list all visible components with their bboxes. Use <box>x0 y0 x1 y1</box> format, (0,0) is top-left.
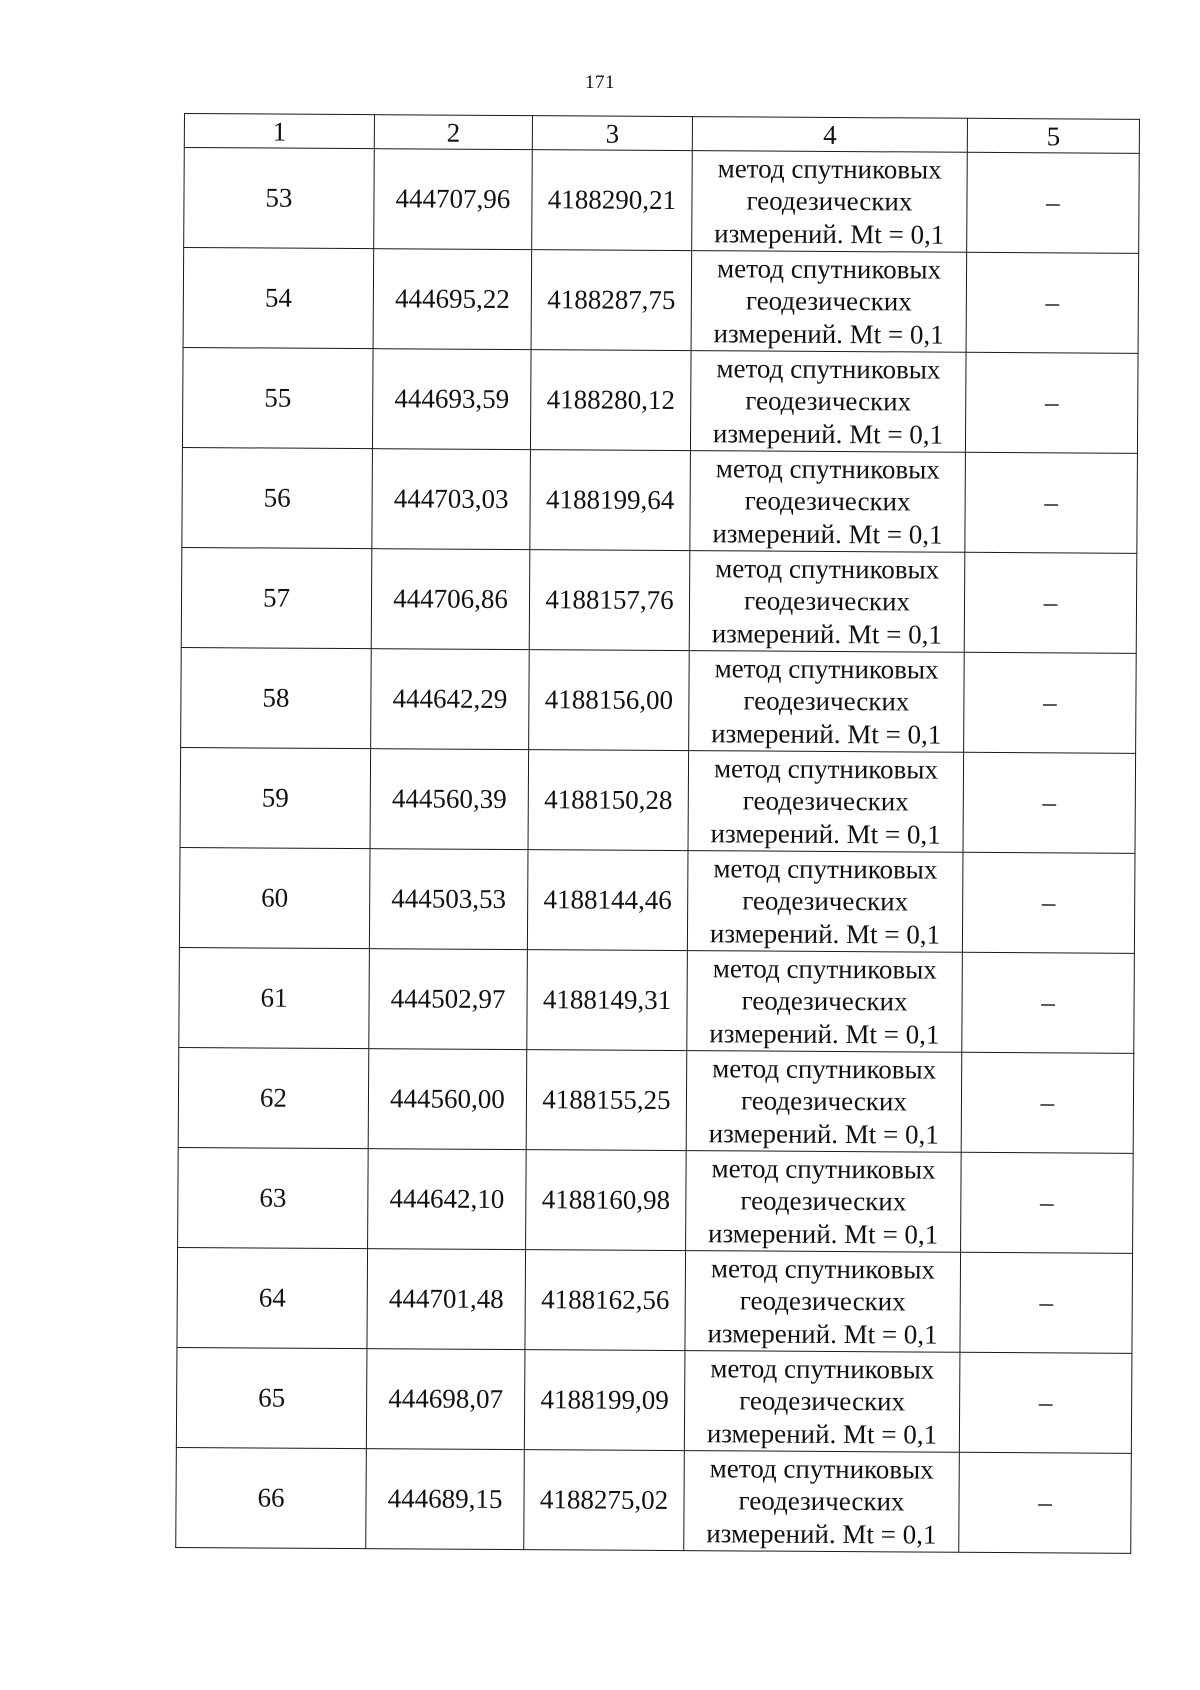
method-line: метод спутниковых <box>717 153 942 185</box>
table-row <box>180 747 1136 853</box>
method-cell <box>687 851 963 953</box>
point-number-cell: 60 <box>179 847 370 948</box>
x-coordinate-cell: 444502,97 <box>369 949 528 1050</box>
method-line: метод спутниковых <box>712 952 937 985</box>
note-cell: – <box>963 752 1136 853</box>
column-header-3: 3 <box>532 116 692 151</box>
table-header-row <box>184 114 1139 154</box>
method-cell <box>684 1451 960 1553</box>
method-line: измерений. Mt = 0,1 <box>706 1517 937 1550</box>
point-number-cell: 55 <box>182 347 373 448</box>
y-coordinate-cell: 4188275,02 <box>524 1450 685 1551</box>
method-cell <box>684 1351 960 1453</box>
method-cell <box>690 351 966 453</box>
column-header-4: 4 <box>692 117 967 153</box>
table-row <box>181 547 1137 653</box>
method-line: измерений. Mt = 0,1 <box>712 517 943 550</box>
point-number-cell: 61 <box>179 947 370 1048</box>
x-coordinate-cell: 444707,96 <box>374 149 533 250</box>
y-coordinate-cell: 4188287,75 <box>531 250 692 351</box>
method-cell <box>689 651 965 753</box>
y-coordinate-cell: 4188144,46 <box>527 850 688 951</box>
page-number: 171 <box>585 72 615 93</box>
method-line: геодезических <box>740 1185 907 1217</box>
table-row <box>182 347 1138 453</box>
table-row <box>184 148 1140 254</box>
method-cell <box>686 1051 962 1153</box>
point-number-cell: 59 <box>180 747 371 848</box>
method-line: измерений. Mt = 0,1 <box>706 1417 938 1450</box>
method-line: геодезических <box>738 1485 905 1517</box>
x-coordinate-cell: 444560,00 <box>368 1049 527 1150</box>
note-cell: – <box>959 1352 1132 1453</box>
y-coordinate-cell: 4188199,09 <box>524 1350 685 1451</box>
note-cell: – <box>960 1252 1133 1353</box>
table-row <box>183 248 1139 354</box>
column-header-5: 5 <box>967 118 1139 153</box>
method-line: измерений. Mt = 0,1 <box>713 317 944 350</box>
method-line: метод спутниковых <box>716 353 941 385</box>
point-number-cell: 54 <box>183 248 374 349</box>
note-cell: – <box>964 552 1137 653</box>
note-cell: – <box>961 1052 1134 1153</box>
y-coordinate-cell: 4188156,00 <box>529 650 690 751</box>
x-coordinate-cell: 444701,48 <box>367 1249 526 1350</box>
point-number-cell: 64 <box>177 1247 368 1348</box>
method-line: метод спутниковых <box>712 1052 937 1085</box>
method-cell <box>692 151 968 253</box>
note-cell: – <box>959 1452 1132 1553</box>
x-coordinate-cell: 444706,86 <box>371 549 530 650</box>
table-row <box>179 847 1135 953</box>
method-line: метод спутниковых <box>715 453 940 485</box>
note-cell: – <box>965 452 1138 553</box>
x-coordinate-cell: 444689,15 <box>366 1449 525 1550</box>
point-number-cell: 56 <box>182 447 373 548</box>
method-line: измерений. Mt = 0,1 <box>714 217 945 250</box>
method-line: геодезических <box>739 1285 906 1317</box>
method-line: геодезических <box>739 1385 906 1417</box>
coordinates-table <box>175 113 1140 1554</box>
method-line: метод спутниковых <box>710 1352 935 1385</box>
table-row <box>176 1347 1132 1453</box>
method-line: измерений. Mt = 0,1 <box>710 817 941 850</box>
y-coordinate-cell: 4188162,56 <box>525 1250 686 1351</box>
method-line: измерений. Mt = 0,1 <box>709 917 941 950</box>
method-line: метод спутниковых <box>709 1452 934 1485</box>
note-cell: – <box>961 1152 1134 1253</box>
method-line: геодезических <box>742 885 909 917</box>
point-number-cell: 65 <box>176 1347 367 1448</box>
table-row <box>179 947 1135 1053</box>
method-cell <box>690 451 966 553</box>
x-coordinate-cell: 444703,03 <box>372 449 531 550</box>
y-coordinate-cell: 4188280,12 <box>530 350 691 451</box>
note-cell: – <box>962 952 1135 1053</box>
method-line: геодезических <box>745 385 912 417</box>
note-cell: – <box>964 652 1137 753</box>
table-row <box>178 1147 1134 1253</box>
method-line: геодезических <box>741 985 908 1017</box>
method-line: измерений. Mt = 0,1 <box>712 417 944 450</box>
y-coordinate-cell: 4188290,21 <box>532 150 693 251</box>
y-coordinate-cell: 4188157,76 <box>529 550 690 651</box>
method-line: геодезических <box>744 485 911 517</box>
point-number-cell: 53 <box>184 148 375 249</box>
x-coordinate-cell: 444642,29 <box>371 649 530 750</box>
method-line: измерений. Mt = 0,1 <box>709 1017 940 1050</box>
method-line: измерений. Mt = 0,1 <box>708 1117 939 1150</box>
y-coordinate-cell: 4188160,98 <box>526 1150 687 1251</box>
table-row <box>177 1247 1133 1353</box>
y-coordinate-cell: 4188149,31 <box>527 950 688 1051</box>
table-row <box>178 1047 1134 1153</box>
point-number-cell: 57 <box>181 547 372 648</box>
method-line: измерений. Mt = 0,1 <box>707 1317 938 1350</box>
method-cell <box>689 551 965 653</box>
y-coordinate-cell: 4188155,25 <box>526 1050 687 1151</box>
x-coordinate-cell: 444695,22 <box>373 249 532 350</box>
method-line: геодезических <box>743 685 910 717</box>
table-row <box>181 647 1137 753</box>
method-line: геодезических <box>746 185 913 217</box>
point-number-cell: 62 <box>178 1047 369 1148</box>
x-coordinate-cell: 444560,39 <box>370 749 529 850</box>
method-line: геодезических <box>745 285 912 317</box>
point-number-cell: 66 <box>176 1447 367 1548</box>
column-header-2: 2 <box>374 115 532 150</box>
table-body <box>176 148 1140 1554</box>
method-cell <box>685 1251 961 1353</box>
point-number-cell: 63 <box>178 1147 369 1248</box>
method-cell <box>688 751 964 853</box>
x-coordinate-cell: 444698,07 <box>366 1349 525 1450</box>
note-cell: – <box>966 252 1139 353</box>
method-line: метод спутниковых <box>716 253 942 285</box>
method-line: измерений. Mt = 0,1 <box>711 717 942 750</box>
y-coordinate-cell: 4188199,64 <box>530 450 691 551</box>
point-number-cell: 58 <box>181 647 372 748</box>
y-coordinate-cell: 4188150,28 <box>528 750 689 851</box>
method-line: геодезических <box>740 1085 908 1117</box>
method-line: измерений. Mt = 0,1 <box>708 1217 939 1250</box>
method-cell <box>691 251 967 353</box>
method-line: метод спутниковых <box>711 1152 936 1185</box>
note-cell: – <box>967 152 1140 253</box>
method-line: метод спутниковых <box>713 753 939 785</box>
method-line: метод спутниковых <box>714 653 939 685</box>
method-line: измерений. Mt = 0,1 <box>711 617 942 650</box>
method-line: геодезических <box>742 785 909 817</box>
method-line: метод спутниковых <box>710 1252 936 1285</box>
method-line: геодезических <box>743 585 911 617</box>
table-row <box>176 1447 1132 1553</box>
column-header-1: 1 <box>184 114 374 149</box>
method-line: метод спутниковых <box>715 553 940 585</box>
x-coordinate-cell: 444503,53 <box>369 849 528 950</box>
note-cell: – <box>965 352 1138 453</box>
table-row <box>182 447 1138 553</box>
method-line: метод спутниковых <box>713 852 938 885</box>
method-cell <box>686 1151 962 1253</box>
note-cell: – <box>962 852 1135 953</box>
x-coordinate-cell: 444693,59 <box>372 349 531 450</box>
method-cell <box>687 951 963 1053</box>
x-coordinate-cell: 444642,10 <box>368 1149 527 1250</box>
